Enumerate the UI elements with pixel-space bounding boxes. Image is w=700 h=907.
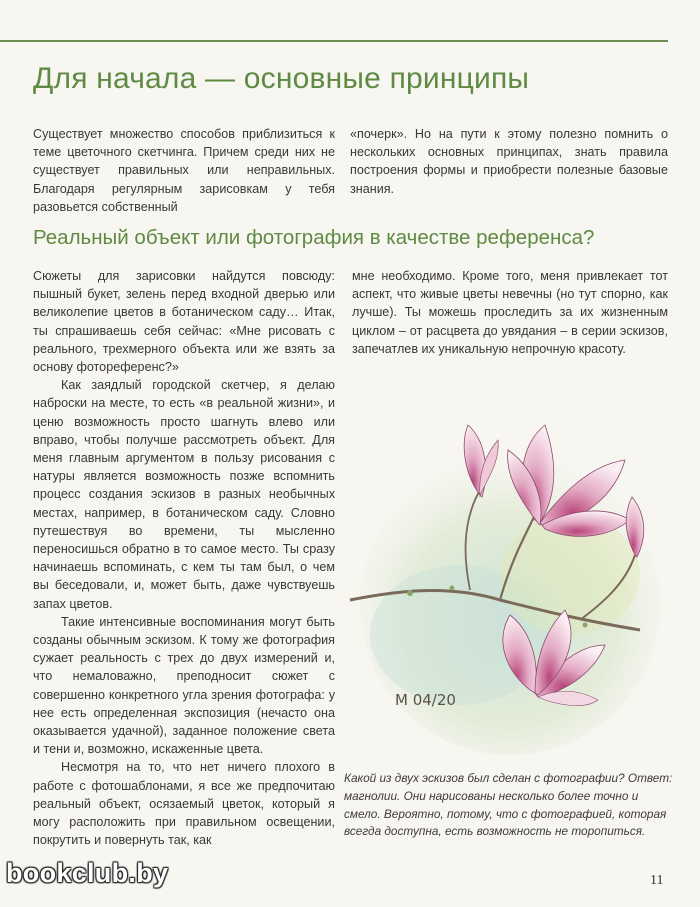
magnolia-illustration <box>340 405 660 760</box>
section-subheading: Реальный объект или фотография в качестве референса? <box>33 226 595 249</box>
watermark-logo: bookclub.by <box>6 858 169 888</box>
body-left-column <box>33 267 335 850</box>
page-heading: Для начала — основные принципы <box>33 62 530 95</box>
illustration-caption: Какой из двух эскизов был сделан с фотографии? Ответ: магнолии. Они нарисованы несколько более точно и смело. Вероятно, потому, что с фотографией, которая всегда доступна, есть возможность не торопиться. <box>344 771 673 839</box>
body-paragraph: Как заядлый городской скетчер, я делаю наброски на месте, то есть «в реальной жизни», и ценю возможность просто шагнуть влево или вправо, чтобы получше рассмотреть объект. Для меня главным аргументом в пользу рисования с натуры является возможность позже вспомнить процесс создания эскизов в разных необычных местах, например, в ботаническом саду. Словно путешествуя во времени, ты мысленно переносишься обратно в то самое место. Ты сразу начинаешь вспоминать, с кем ты там был, о чем вы беседовали, и, может быть, даже чувствуешь запах цветов. <box>33 378 335 611</box>
intro-right-column <box>350 125 668 198</box>
body-paragraph: Сюжеты для зарисовки найдутся повсюду: пышный букет, зелень перед входной дверью или великолепие цветов в ботаническом саду… Итак, ты спрашиваешь себя сейчас: «Мне рисовать с реального, трехмерного объекта или же взять за основу фотореференс?» <box>33 269 335 375</box>
intro-right-text: «почерк». Но на пути к этому полезно помнить о нескольких основных принципах, знать правила построения формы и приобрести полезные базовые знания. <box>350 127 668 196</box>
intro-left-column <box>33 125 335 216</box>
body-paragraph: мне необходимо. Кроме того, меня привлекает тот аспект, что живые цветы невечны (но тут спорно, как лучше). Ты можешь проследить за их жизненным циклом – от расцвета до увядания – в серии эскизов, запечатлев их уникальную непрочную красоту. <box>352 269 668 356</box>
top-rule <box>0 40 668 42</box>
body-paragraph: Несмотря на то, что нет ничего плохого в работе с фотошаблонами, я все же предпочитаю реальный объект, осязаемый цветок, который я могу расположить при правильном освещении, покрутить и повернуть так, как <box>33 760 335 848</box>
artist-signature: М 04/20 <box>395 691 456 709</box>
body-paragraph: Такие интенсивные воспоминания могут быть созданы обычным эскизом. К тому же фотография сужает реальность с трех до двух измерений и, что немаловажно, преподносит сюжет с совершенно конкретного угла зрения фотографа: у нее есть определенная экспозиция (нечасто она оказывается удачной), заданное положение света и тени и, возможно, искаженные цвета. <box>33 614 335 757</box>
page-number: 11 <box>650 873 664 888</box>
body-right-column <box>352 267 668 358</box>
intro-left-text: Существует множество способов приблизиться к теме цветочного скетчинга. Причем среди них не существует правильных или неправильных. Благодаря регулярным зарисовкам у тебя разовьется собственный <box>33 127 335 214</box>
